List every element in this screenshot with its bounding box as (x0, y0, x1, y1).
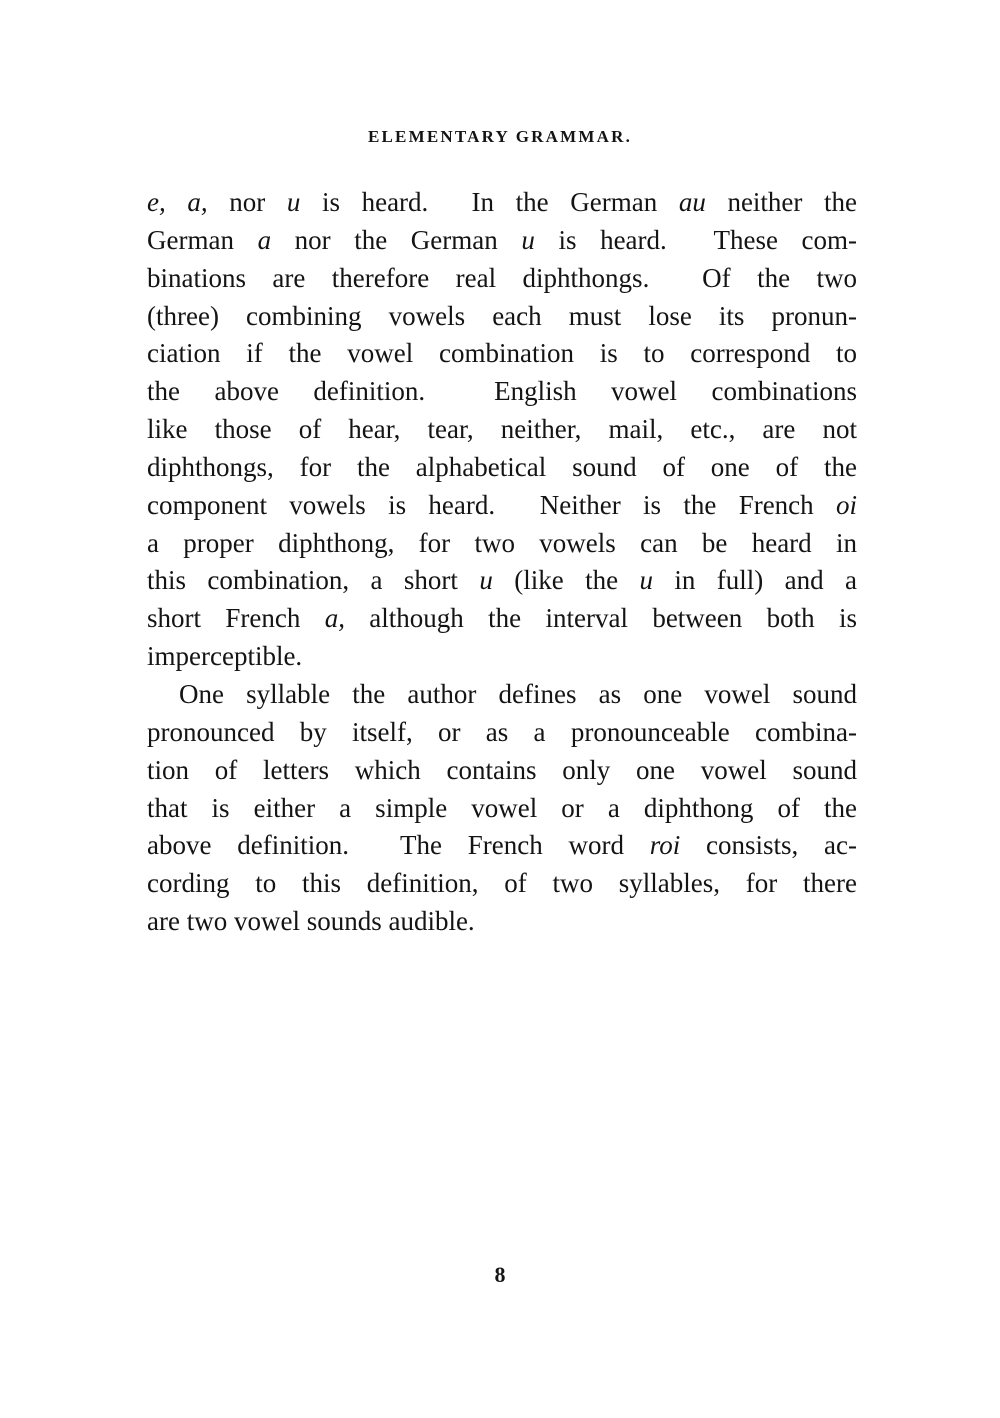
italic-text: u (521, 224, 535, 255)
text-line (147, 222, 857, 260)
text-run: pronounced by itself, or as a pronounceable combina- (147, 716, 857, 747)
text-run: is heard. In the German (300, 187, 679, 217)
text-line (147, 487, 857, 525)
text-run: short French (147, 603, 325, 634)
text-run: the above definition. English vowel combinations (147, 376, 857, 407)
body-text (147, 184, 857, 941)
text-run: a proper diphthong, for two vowels can be heard in (147, 527, 857, 558)
text-run: imperceptible. (147, 641, 303, 672)
text-line (147, 184, 857, 222)
text-run: are two vowel sounds audible. (147, 906, 475, 937)
text-line (147, 562, 857, 600)
italic-text: u (639, 565, 653, 596)
text-run: that is either a simple vowel or a diphthong of the (147, 792, 857, 823)
text-run: although the interval between both is (344, 603, 857, 634)
text-line (147, 827, 857, 865)
text-line (147, 449, 857, 487)
running-head: ELEMENTARY GRAMMAR. (367, 127, 633, 146)
text-line (147, 411, 857, 449)
text-run: (like the (492, 565, 640, 596)
text-line (147, 335, 857, 373)
italic-text: u (286, 187, 301, 217)
text-line (147, 676, 857, 714)
text-run: this combination, a short (147, 565, 480, 596)
text-run: nor the German (271, 224, 522, 255)
text-run: in full) and a (652, 565, 858, 596)
text-line (147, 600, 857, 638)
text-run: German (147, 224, 258, 255)
italic-text: roi (649, 830, 681, 861)
text-line (147, 865, 857, 903)
text-run: component vowels is heard. Neither is the French (147, 489, 836, 520)
text-line (147, 903, 857, 941)
text-line (147, 714, 857, 752)
italic-text: oi (835, 489, 857, 520)
text-line (147, 373, 857, 411)
text-line (147, 260, 857, 298)
text-run: cording to this definition, of two syllables, for there (147, 868, 857, 899)
page-number: 8 (494, 1262, 506, 1287)
text-run: (three) combining vowels each must lose its pronun- (147, 300, 857, 331)
text-run: is heard. These com- (534, 224, 858, 255)
text-line (147, 790, 857, 828)
text-run: nor (207, 187, 287, 217)
text-line (147, 298, 857, 336)
text-run: ciation if the vowel combination is to correspond to (147, 338, 857, 369)
text-run: tion of letters which contains only one vowel sound (147, 754, 857, 785)
text-run: like those of hear, tear, neither, mail, etc., are not (147, 414, 857, 445)
italic-text: e, a, (147, 187, 208, 217)
text-line (147, 525, 857, 563)
text-run: consists, ac- (680, 830, 857, 861)
italic-text: a (257, 224, 272, 255)
text-run: binations are therefore real diphthongs. Of the two (147, 262, 857, 293)
text-line (147, 638, 857, 676)
text-run: neither the (705, 187, 858, 217)
paragraph-1 (147, 184, 857, 676)
italic-text: a, (324, 603, 345, 634)
italic-text: u (479, 565, 493, 596)
paragraph-2 (147, 676, 857, 941)
text-run: diphthongs, for the alphabetical sound of one of the (147, 451, 857, 482)
text-run: above definition. The French word (147, 830, 650, 861)
text-line (147, 752, 857, 790)
text-run: One syllable the author defines as one vowel sound (179, 678, 857, 709)
italic-text: au (678, 187, 706, 217)
